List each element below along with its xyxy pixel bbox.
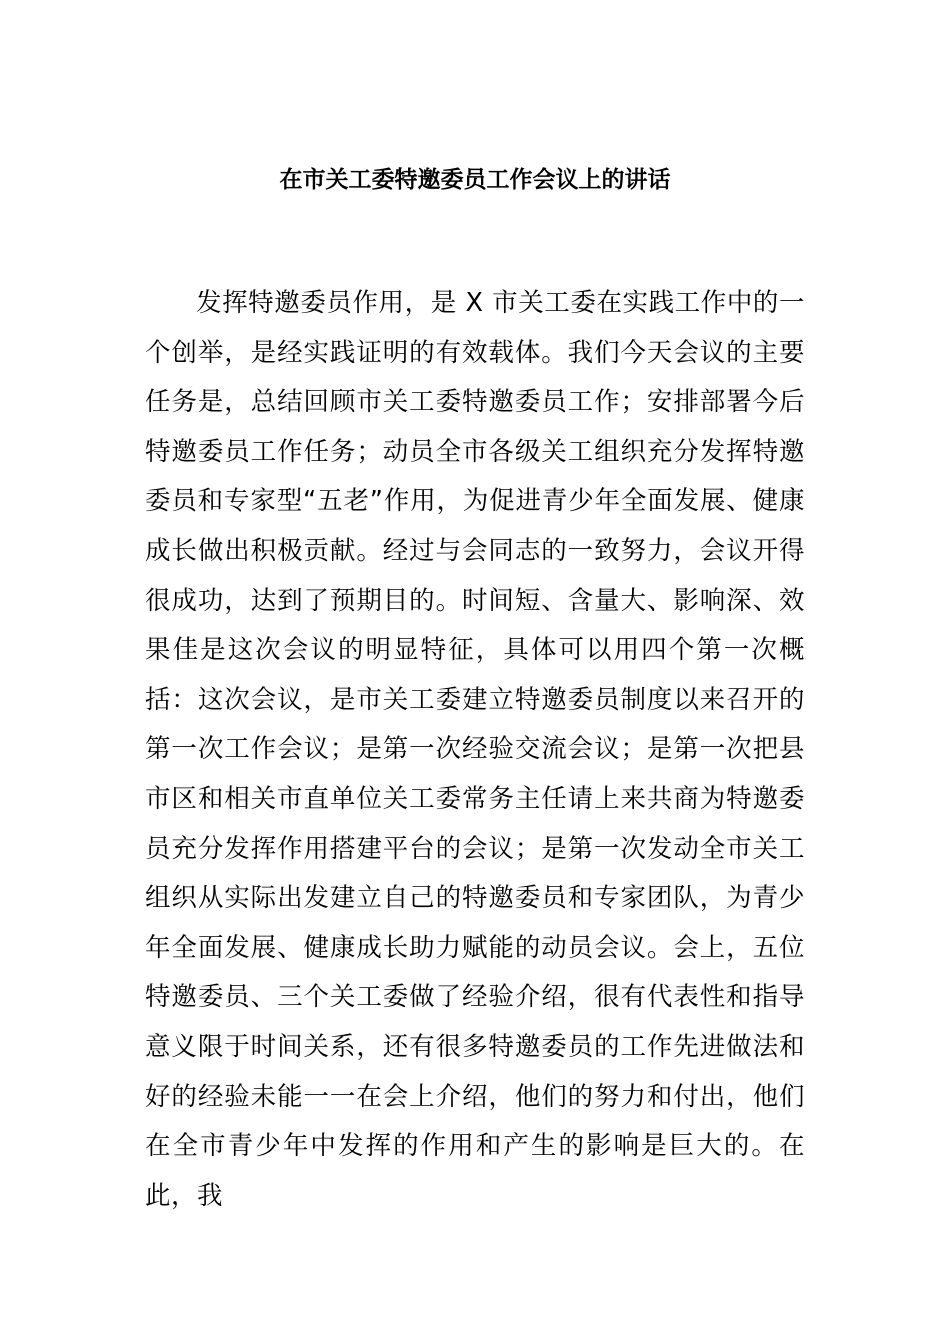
document-title: 在市关工委特邀委员工作会议上的讲话 — [279, 167, 671, 193]
body-paragraph: 发挥特邀委员作用，是 X 市关工委在实践工作中的一个创举，是经实践证明的有效载体。我们今天会议的主要任务是，总结回顾市关工委特邀委员工作；安排部署今后特邀委员工作任务；动员全市各级关工组织充分发挥特邀委员和专家型“五老”作用，为促进青少年全面发展、健康成长做出积极贡献。经过与会同志的一致努力，会议开得很成功，达到了预期目的。时间短、含量大、影响深、效果佳是这次会议的明显特征，具体可以用四个第一次概括：这次会议，是市关工委建立特邀委员制度以来召开的第一次工作会议；是第一次经验交流会议；是第一次把县市区和相关市直单位关工委常务主任请上来共商为特邀委员充分发挥作用搭建平台的会议；是第一次发动全市关工组织从实际出发建立自己的特邀委员和专家团队，为青少年全面发展、健康成长助力赋能的动员会议。会上，五位特邀委员、三个关工委做了经验介绍，很有代表性和指导意义限于时间关系，还有很多特邀委员的工作先进做法和好的经验未能一一在会上介绍，他们的努力和付出，他们在全市青少年中发挥的作用和产生的影响是巨大的。在此，我 — [145, 288, 805, 1211]
